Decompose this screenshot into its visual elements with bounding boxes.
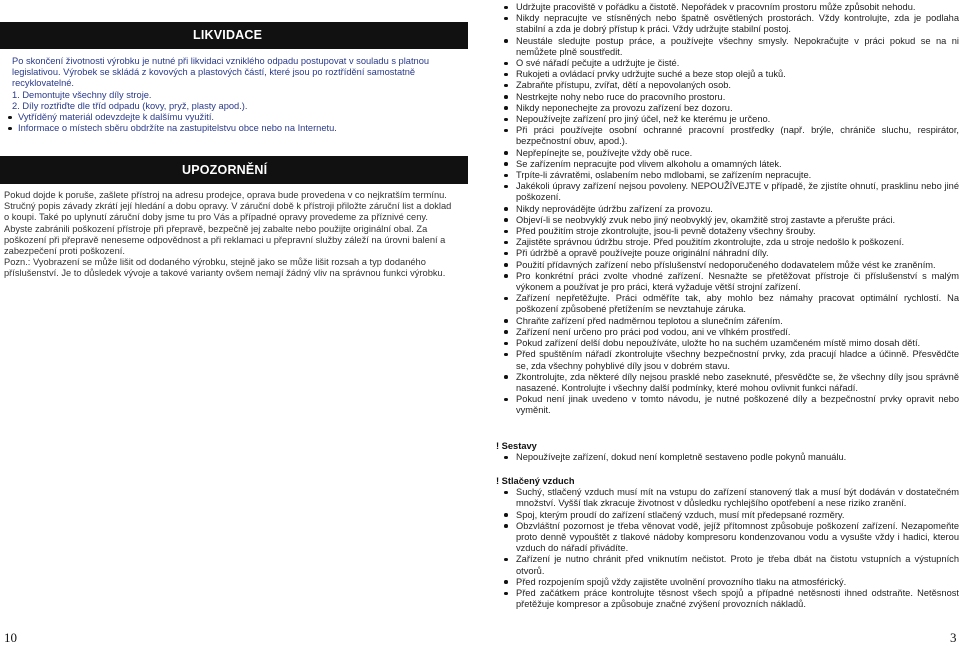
stlaceny-vzduch-list-item: Spoj, kterým proudí do zařízení stlačený vzduch, musí mít předepsané rozměry. [496,510,959,521]
safety-list-item: Nikdy neprovádějte údržbu zařízení za provozu. [496,204,959,215]
heading-banner-likvidace [0,22,468,49]
sestavy-list [496,452,959,463]
likvidace-info-bullet: Informace o místech sběru obdržíte na zastupitelstvu obce nebo na Internetu. [4,123,459,134]
stlaceny-vzduch-heading: ! Stlačený vzduch [496,476,575,486]
safety-list-item: Nikdy nepracujte ve stísněných nebo špatně osvětlených prostorách. Vždy kontrolujte, zda je podlaha stabilní a zda je dobrý přístup k práci. Vždy udržujte stabilní postoj. [496,13,959,35]
stlaceny-vzduch-list-item: Před rozpojením spojů vždy zajistěte uvolnění provozního tlaku na atmosférický. [496,577,959,588]
safety-list-item: Nestrkejte nohy nebo ruce do pracovního prostoru. [496,92,959,103]
safety-list-item: Chraňte zařízení před nadměrnou teplotou a slunečním zářením. [496,316,959,327]
heading-upozorneni: UPOZORNĚNÍ [182,163,268,177]
safety-list-item: Zabraňte přístupu, zvířat, dětí a nepovolaných osob. [496,80,959,91]
safety-list-item: Jakékoli úpravy zařízení nejsou povoleny. NEPOUŽÍVEJTE v případě, že zjistíte ohnutí, prasklinu nebo jiné poškození. [496,181,959,203]
sestavy-section [496,441,959,463]
safety-list-item: Nikdy neponechejte za provozu zařízení bez dozoru. [496,103,959,114]
safety-list-item: Zkontrolujte, zda některé díly nejsou prasklé nebo zaseknuté, přesvědčte se, že všechny díly jsou správně nasazené. Kontrolujte i všechny další podmínky, které mohou ovlivnit funkci nářadí. [496,372,959,394]
safety-list-item: Trpíte-li závratěmi, oslabením nebo mdlobami, se zařízením nepracujte. [496,170,959,181]
safety-list-section [496,2,959,417]
stlaceny-vzduch-section [496,476,959,610]
likvidace-step-2b: Vytříděný materiál odevzdejte k dalšímu využití. [4,112,459,123]
stlaceny-vzduch-list [496,487,959,610]
safety-list-item: Zařízení nepřetěžujte. Práci odměříte tak, aby mohlo bez námahy pracovat optimální rychlostí. Na poškození způsobené přetížením se nevztahuje záruka. [496,293,959,315]
page-number-right: 3 [950,630,957,645]
likvidace-step-1: 1. Demontujte všechny díly stroje. [12,89,152,100]
upozorneni-section [4,190,459,280]
sestavy-list-item: Nepoužívejte zařízení, dokud není kompletně sestaveno podle pokynů manuálu. [496,452,959,463]
likvidace-section [4,56,459,134]
safety-list-item: Před spuštěním nářadí zkontrolujte všechny bezpečnostní prvky, zda pracují hladce a účinně. Přesvědčte se, zda všechny pohyblivé díly jsou v dobrém stavu. [496,349,959,371]
safety-list-item: Před použitím stroje zkontrolujte, jsou-li pevně dotaženy všechny šrouby. [496,226,959,237]
safety-list-item: Zajistěte správnou údržbu stroje. Před použitím zkontrolujte, zda u stroje nedošlo k poškození. [496,237,959,248]
safety-list-item: Neustále sledujte postup práce, a používejte všechny smysly. Nepokračujte v práci pokud se na ni nemůžete plně soustředit. [496,36,959,58]
likvidace-step-2: 2. Díly roztřiďte dle tříd odpadu (kovy, pryž, plasty apod.). [12,100,248,111]
left-page [0,0,468,645]
likvidace-intro: Po skončení životnosti výrobku je nutné při likvidaci vzniklého odpadu postupovat v souladu s platnou legislativou. Výrobek se skládá z kovových a plastových částí, které jsou po roztřídění samostatně recyklovatelné. [12,56,430,89]
safety-list-item: Při údržbě a opravě používejte pouze originální náhradní díly. [496,248,959,259]
heading-banner-upozorneni [0,156,468,184]
heading-likvidace: LIKVIDACE [193,28,263,42]
safety-list-item: Nepoužívejte zařízení pro jiný účel, než ke kterému je určeno. [496,114,959,125]
upozorneni-paragraph-1: Pokud dojde k poruše, zašlete přístroj na adresu prodejce, oprava bude provedena v co nejkratším termínu. Stručný popis závady zkrátí její hledání a dobu opravy. V záruční době k přístroji přiložte záruční list a doklad o koupi. Také po uplynutí záruční doby jsme tu pro Vás a případné opravy provedeme za příznivé ceny. [4,190,452,223]
upozorneni-paragraph-2: Abyste zabránili poškození přístroje při přepravě, bezpečně jej zabalte nebo použijte originální obal. Za poškození při přepravě neneseme odpovědnost a při reklamaci u přepravní služby záleží na úrovni balení a zabezpečení proti poškození. [4,223,446,257]
sestavy-heading: ! Sestavy [496,441,537,451]
safety-list-item: Se zařízením nepracujte pod vlivem alkoholu a omamných látek. [496,159,959,170]
safety-list-item: O své nářadí pečujte a udržujte je čisté. [496,58,959,69]
safety-list-item: Nepřepínejte se, používejte vždy obě ruce. [496,148,959,159]
safety-list-item: Pokud není jinak uvedeno v tomto návodu, je nutné poškozené díly a bezpečnostní prvky opravit nebo vyměnit. [496,394,959,416]
page-number-left: 10 [4,630,17,645]
safety-list-item: Udržujte pracoviště v pořádku a čistotě. Nepořádek v pracovním prostoru může způsobit nehodu. [496,2,959,13]
safety-list [496,2,959,417]
upozorneni-paragraph-3: Pozn.: Vyobrazení se může lišit od dodaného výrobku, stejně jako se může lišit rozsah a typ dodaného příslušenství. Je to důsledek vývoje a takové varianty ovšem nemají žádný vliv na správnou funkci výrobku. [4,257,446,279]
stlaceny-vzduch-list-item: Suchý, stlačený vzduch musí mít na vstupu do zařízení stanovený tlak a musí být dodáván v dostatečném množství. Vyšší tlak zkracuje životnost v důsledku rychlejšího opotřebení a nese riziko zranění. [496,487,959,509]
stlaceny-vzduch-list-item: Obzvláštní pozornost je třeba věnovat vodě, jejíž přítomnost způsobuje poškození zařízení. Nezapomeňte proto denně vypouštět z tlakové nádoby kompresoru kondenzovanou vodu a vysušte vždy i hadici, kterou vzduch do nářadí přivádíte. [496,521,959,555]
right-page [496,0,959,645]
stlaceny-vzduch-list-item: Zařízení je nutno chránit před vniknutím nečistot. Proto je třeba dbát na čistotu vstupních a výstupních otvorů. [496,554,959,576]
safety-list-item: Použití přídavných zařízení nebo příslušenství nedoporučeného dodavatelem může vést ke zraněním. [496,260,959,271]
safety-list-item: Pokud zařízení delší dobu nepoužíváte, uložte ho na suchém uzamčeném místě mimo dosah dětí. [496,338,959,349]
safety-list-item: Objeví-li se neobvyklý zvuk nebo jiný neobvyklý jev, okamžitě stroj zastavte a přerušte práci. [496,215,959,226]
stlaceny-vzduch-list-item: Před začátkem práce kontrolujte těsnost všech spojů a případné netěsnosti ihned odstraňte. Netěsnost přetěžuje kompresor a způsobuje značné zvýšení provozních nákladů. [496,588,959,610]
safety-list-item: Pro konkrétní práci zvolte vhodné zařízení. Nesnažte se přetěžovat přístroje či příslušenství s malým výkonem a používat je pro práci, která vyžaduje větší strojní zařízení. [496,271,959,293]
safety-list-item: Rukojeti a ovládací prvky udržujte suché a beze stop olejů a tuků. [496,69,959,80]
safety-list-item: Při práci používejte osobní ochranné pracovní prostředky (např. brýle, chrániče sluchu, respirátor, bezpečnostní obuv, apod.). [496,125,959,147]
safety-list-item: Zařízení není určeno pro práci pod vodou, ani ve vlhkém prostředí. [496,327,959,338]
